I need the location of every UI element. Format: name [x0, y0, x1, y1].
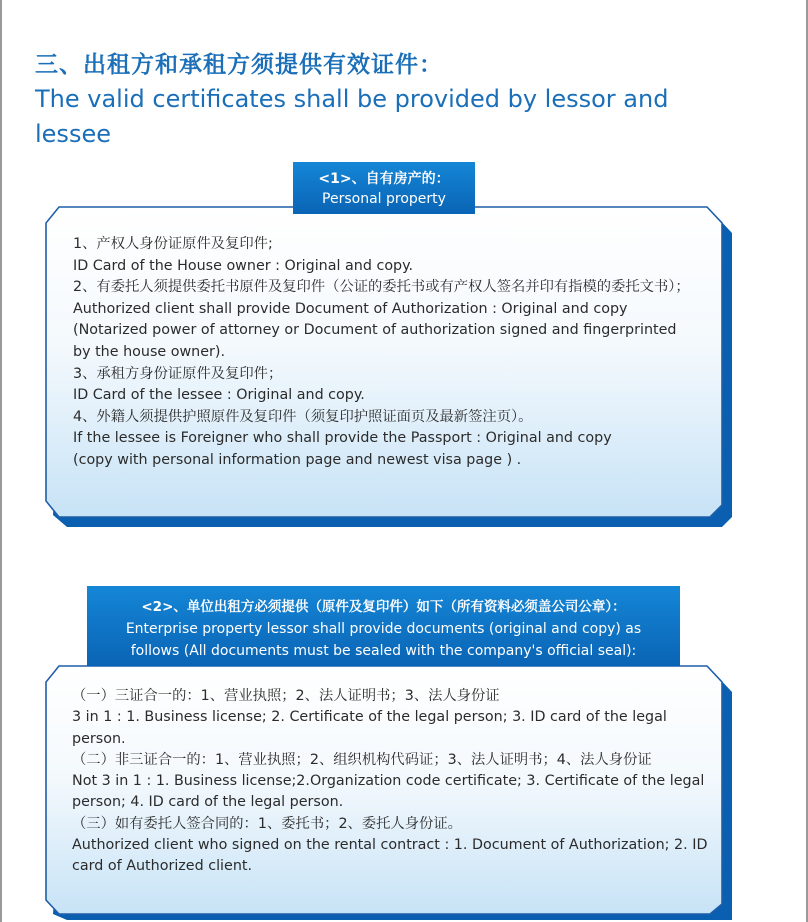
- requirement-line: ID Card of the lessee : Original and copy.: [73, 387, 365, 404]
- requirement-line: （三）如有委托人签合同的：1、委托书；2、委托人身份证。: [72, 815, 462, 832]
- tab-title-en-line1: Enterprise property lessor shall provide documents (original and copy) as: [125, 621, 642, 637]
- personal-property-card: [45, 205, 735, 529]
- requirement-line: （二）非三证合一的：1、营业执照；2、组织机构代码证；3、法人证明书；4、法人身份证: [72, 751, 652, 768]
- personal-property-tab: [293, 162, 475, 214]
- tab-title-cn: <2>、单位出租方必须提供（原件及复印件）如下（所有资料必须盖公司公章）：: [141, 599, 626, 615]
- requirement-line: 1、产权人身份证原件及复印件;: [73, 236, 273, 252]
- requirement-line: 4、外籍人须提供护照原件及复印件（须复印护照证面页及最新签注页）。: [73, 408, 533, 425]
- enterprise-property-card: [45, 664, 735, 920]
- enterprise-property-text: [72, 686, 712, 878]
- requirement-line: 3 in 1 : 1. Business license; 2. Certificate of the legal person; 3. ID card of the legal person.: [72, 709, 667, 747]
- tab-title-en-line2: follows (All documents must be sealed with the company's official seal):: [130, 643, 637, 659]
- section-heading-cn: 三、出租方和承租方须提供有效证件：: [35, 52, 443, 78]
- requirement-line: (copy with personal information page and newest visa page ) .: [73, 451, 522, 468]
- enterprise-property-tab: [87, 586, 680, 666]
- requirement-line: Authorized client who signed on the rental contract : 1. Document of Authorization; 2. ID card of Authorized client.: [72, 837, 708, 875]
- page-edge-left: [0, 0, 2, 922]
- requirement-line: 3、承租方身份证原件及复印件；: [73, 365, 283, 382]
- requirement-line: Not 3 in 1 : 1. Business license;2.Organization code certificate; 3. Certificate of the legal person; 4. ID card of the legal person.: [72, 773, 705, 811]
- requirement-line: If the lessee is Foreigner who shall provide the Passport : Original and copy: [73, 430, 612, 447]
- section-heading-en: The valid certificates shall be provided by lessor and lessee: [35, 85, 669, 148]
- requirement-line: Authorized client shall provide Document of Authorization : Original and copy (Notarized power of attorney or Document of authorization signed and fingerprinted by the house owner).: [73, 300, 677, 360]
- requirement-line: ID Card of the House owner : Original and copy.: [73, 257, 414, 274]
- personal-property-text: [73, 234, 698, 472]
- requirement-line: （一）三证合一的：1、营业执照；2、法人证明书；3、法人身份证: [72, 688, 500, 704]
- requirement-line: 2、有委托人须提供委托书原件及复印件（公证的委托书或有产权人签名并印有指模的委托文书）；: [73, 279, 690, 296]
- tab-title-en: Personal property: [322, 191, 446, 207]
- tab-title-cn: <1>、自有房产的：: [318, 171, 450, 187]
